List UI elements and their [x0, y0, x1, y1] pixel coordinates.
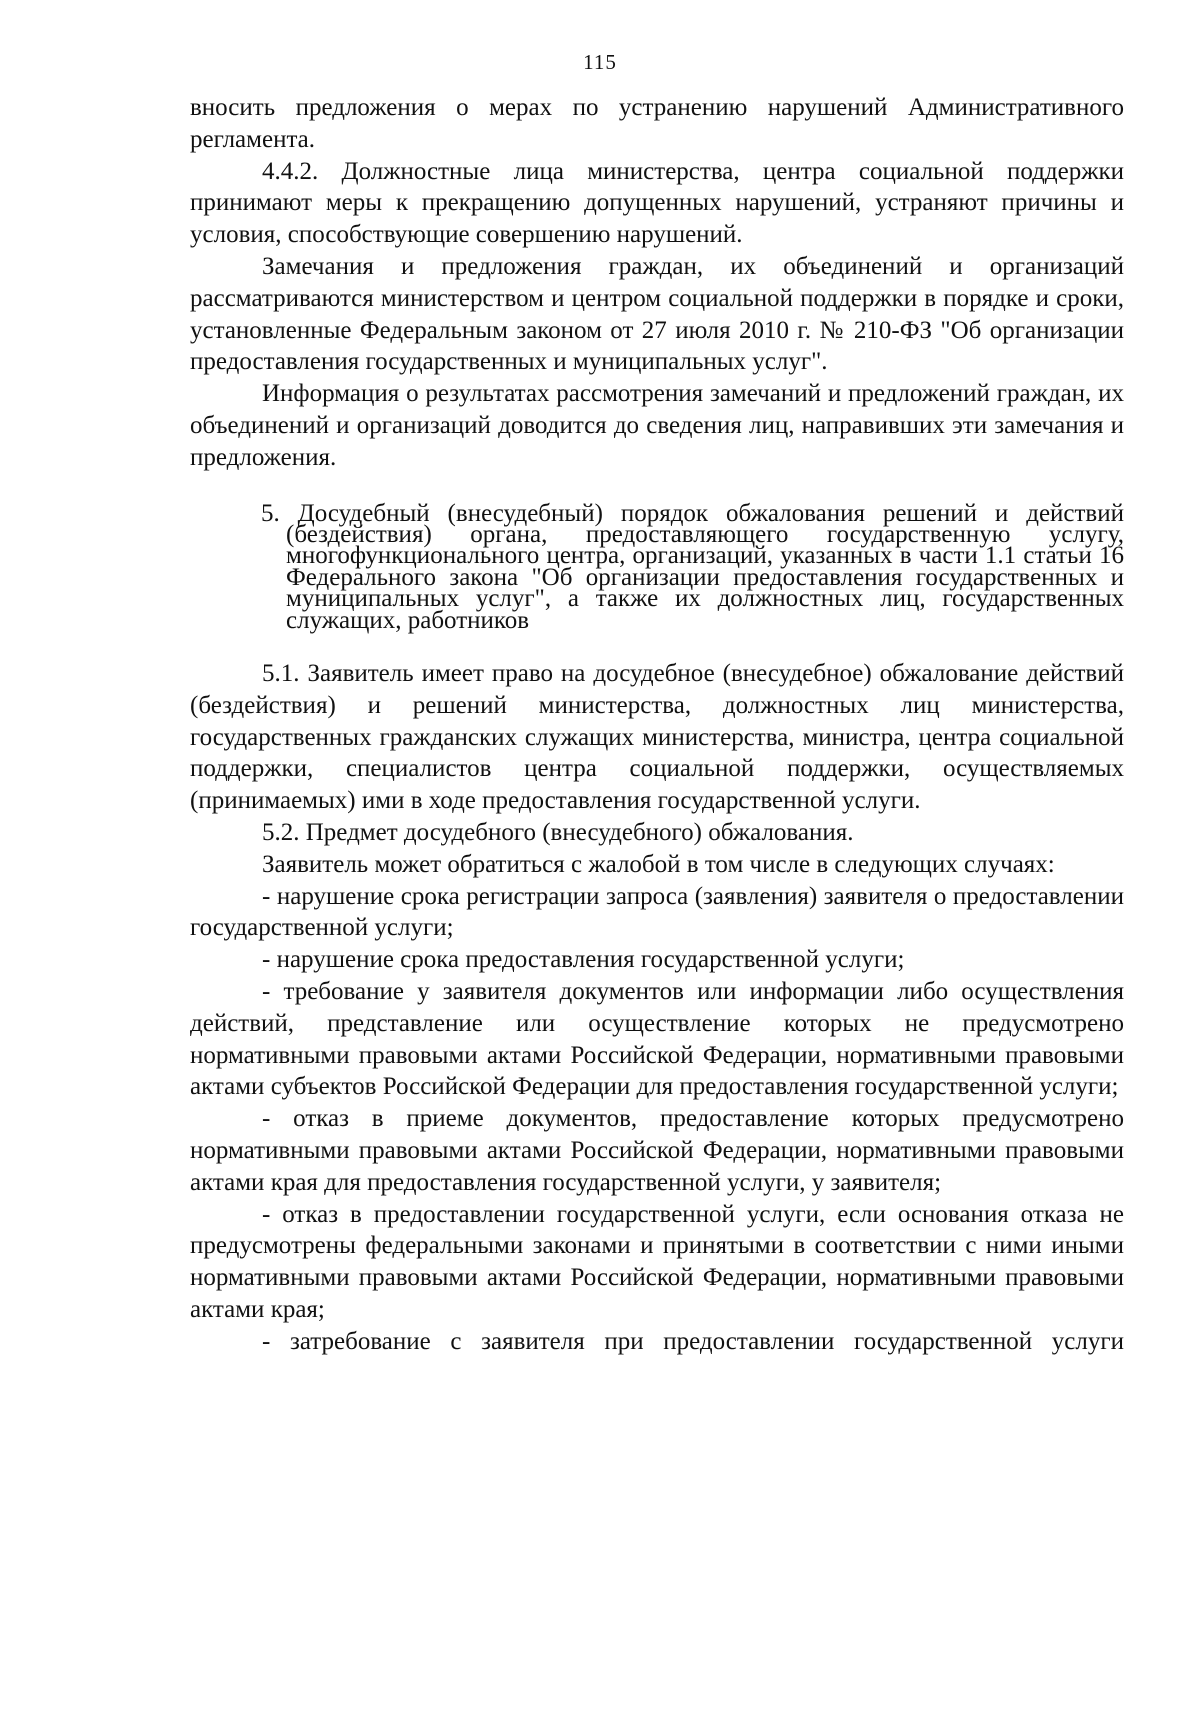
list-item: - затребование с заявителя при предоставлении государственной услуги — [262, 1327, 1124, 1355]
list-item: - нарушение срока регистрации запроса (заявления) заявителя о предоставлении государственной услуги; — [190, 882, 1124, 942]
list-item: - отказ в предоставлении государственной услуги, если основания отказа не предусмотрены федеральными законами и принятыми в соответствии с ними иными нормативными правовыми актами Российской Федерации, нормативными правовыми актами края; — [190, 1200, 1124, 1323]
paragraph-5-2: 5.2. Предмет досудебного (внесудебного) обжалования. — [262, 818, 854, 846]
paragraph-cases-intro: Заявитель может обратиться с жалобой в том числе в следующих случаях: — [262, 850, 1055, 878]
paragraph-information: Информация о результатах рассмотрения замечаний и предложений граждан, их объединений и организаций доводится до сведения лиц, направивших эти замечания и предложения. — [190, 380, 1124, 471]
section-5-heading: 5. Досудебный (внесудебный) порядок обжалования решений и действий (бездействия) органа, предоставляющего государственную услугу, многофункционального центра, организаций, указанных в части 1.1 статьи 16 Федерального закона "Об организации предоставления государственных и муниципальных услуг", а также их должностных лиц, государственных служащих, работников — [261, 499, 1124, 634]
page-number: 115 — [583, 50, 617, 74]
paragraph-5-1: 5.1. Заявитель имеет право на досудебное (внесудебное) обжалование действий (бездействия) и решений министерства, должностных лиц министерства, государственных гражданских служащих министерства, министра, центра социальной поддержки, специалистов центра социальной поддержки, осуществляемых (принимаемых) ими в ходе предоставления государственной услуги. — [190, 660, 1124, 815]
paragraph-4-4-2: 4.4.2. Должностные лица министерства, центра социальной поддержки принимают меры к прекращению допущенных нарушений, устраняют причины и условия, способствующие совершению нарушений. — [190, 157, 1124, 249]
list-item: - нарушение срока предоставления государственной услуги; — [262, 946, 905, 974]
paragraph-continuation: вносить предложения о мерах по устранению нарушений Административного регламента. — [190, 94, 1124, 153]
paragraph-remarks: Замечания и предложения граждан, их объединений и организаций рассматриваются министерством и центром социальной поддержки в порядке и сроки, установленные Федеральным законом от 27 июля 2010 г. № 210-ФЗ "Об организации предоставления государственных и муниципальных услуг". — [190, 252, 1124, 376]
list-item: - требование у заявителя документов или информации либо осуществления действий, представление или осуществление которых не предусмотрено нормативными правовыми актами Российской Федерации, нормативными правовыми актами субъектов Российской Федерации для предоставления государственной услуги; — [190, 977, 1124, 1101]
document-body — [190, 92, 1124, 1358]
list-item: - отказ в приеме документов, предоставление которых предусмотрено нормативными правовыми актами Российской Федерации, нормативными правовыми актами края для предоставления государственной услуги, у заявителя; — [190, 1105, 1124, 1196]
